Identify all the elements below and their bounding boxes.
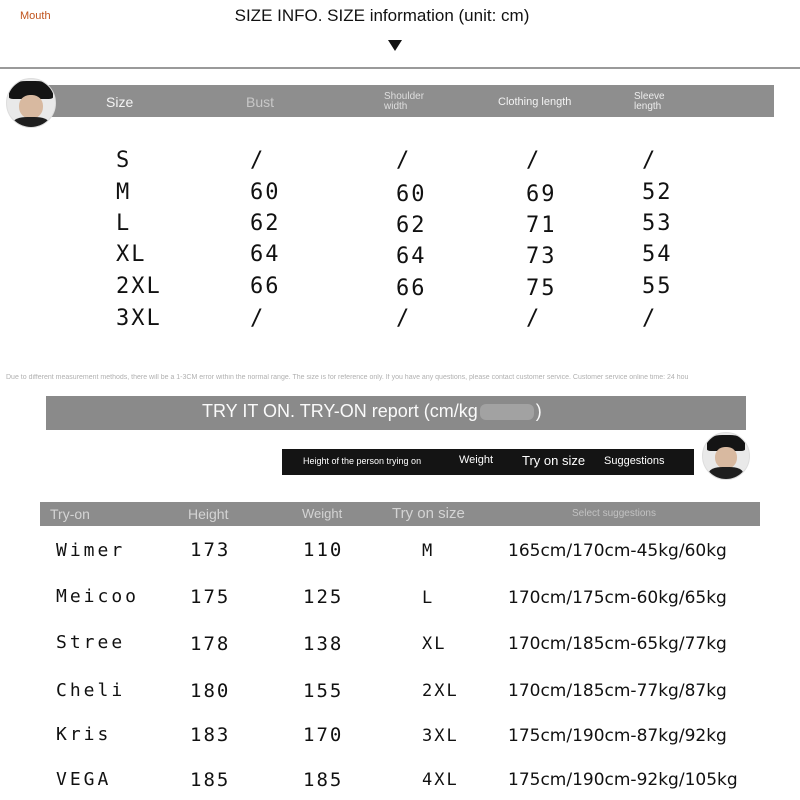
- tryon-table-header: [40, 502, 760, 526]
- tryon-height: 178: [190, 633, 231, 655]
- size-table-header: [46, 85, 774, 117]
- sleeve-cell: 54: [642, 242, 673, 267]
- tryon-title-main: TRY IT ON. TRY-ON report (cm/kg: [202, 401, 478, 421]
- divider: [0, 67, 800, 69]
- tryon-height: 183: [190, 724, 231, 746]
- size-cell: S: [116, 148, 132, 173]
- bust-cell: /: [250, 306, 266, 331]
- bust-cell: 62: [250, 211, 281, 236]
- model-avatar-top: [6, 78, 56, 128]
- length-cell: 69: [526, 182, 557, 207]
- col-weight: Weight: [302, 506, 343, 521]
- tryon-suggest: 170cm/185cm-65kg/77kg: [508, 634, 727, 654]
- sleeve-cell: 55: [642, 274, 673, 299]
- col-size: Size: [106, 94, 134, 110]
- tryon-suggest: 165cm/170cm-45kg/60kg: [508, 541, 727, 561]
- tryon-height: 175: [190, 586, 231, 608]
- model-avatar-bottom: [702, 432, 750, 480]
- blurred-text: [480, 404, 534, 420]
- tryon-name: Cheli: [56, 680, 126, 701]
- sleeve-cell: /: [642, 148, 658, 173]
- tryon-title-close: ): [535, 401, 542, 421]
- length-cell: 75: [526, 276, 557, 301]
- tryon-weight: 155: [303, 680, 344, 702]
- col-sleeve: Sleeve length: [634, 91, 665, 112]
- length-cell: 71: [526, 213, 557, 238]
- bust-cell: 66: [250, 274, 281, 299]
- shoulder-cell: 62: [396, 213, 427, 238]
- tryon-size: L: [422, 588, 435, 608]
- size-cell: 2XL: [116, 274, 162, 299]
- brand-label: Mouth: [20, 10, 51, 22]
- tryon-size: 3XL: [422, 726, 459, 746]
- measurement-note: Due to different measurement methods, there will be a 1-3CM error within the normal range. The size is for reference only. If you have any questions, please contact customer service. Customer service online time: 24 hou: [6, 374, 689, 381]
- shoulder-cell: 60: [396, 182, 427, 207]
- tryon-title: [202, 401, 542, 422]
- tryon-weight: 170: [303, 724, 344, 746]
- tryon-suggest: 170cm/185cm-77kg/87kg: [508, 681, 727, 701]
- tryon-weight: 110: [303, 539, 344, 561]
- tryon-weight: 125: [303, 586, 344, 608]
- legend-height: Height of the person trying on: [303, 456, 422, 466]
- col-height: Height: [188, 506, 229, 522]
- tryon-name: Stree: [56, 632, 126, 653]
- tryon-weight: 138: [303, 633, 344, 655]
- shoulder-cell: 64: [396, 244, 427, 269]
- size-cell: 3XL: [116, 306, 162, 331]
- sleeve-cell: /: [642, 306, 658, 331]
- sleeve-cell: 52: [642, 180, 673, 205]
- length-cell: /: [526, 148, 542, 173]
- tryon-name: VEGA: [56, 769, 112, 790]
- tryon-height: 180: [190, 680, 231, 702]
- col-length: Clothing length: [498, 96, 572, 108]
- tryon-name: Meicoo: [56, 586, 140, 607]
- tryon-size: 2XL: [422, 681, 459, 701]
- tryon-legend: [282, 449, 694, 475]
- bust-cell: /: [250, 148, 266, 173]
- legend-suggest: Suggestions: [604, 455, 665, 467]
- tryon-height: 173: [190, 539, 231, 561]
- length-cell: 73: [526, 244, 557, 269]
- size-cell: M: [116, 180, 132, 205]
- bust-cell: 60: [250, 180, 281, 205]
- tryon-name: Wimer: [56, 540, 126, 561]
- sleeve-cell: 53: [642, 211, 673, 236]
- tryon-banner: [46, 396, 746, 430]
- col-suggestions: Select suggestions: [572, 508, 656, 519]
- legend-size: Try on size: [522, 453, 586, 468]
- shoulder-cell: /: [396, 148, 412, 173]
- shoulder-cell: /: [396, 306, 412, 331]
- tryon-name: Kris: [56, 724, 112, 745]
- col-tryon-size: Try on size: [392, 505, 465, 522]
- tryon-weight: 185: [303, 769, 344, 791]
- tryon-size: M: [422, 541, 435, 561]
- tryon-suggest: 175cm/190cm-87kg/92kg: [508, 726, 727, 746]
- col-shoulder: Shoulder width: [384, 91, 425, 112]
- size-cell: XL: [116, 242, 147, 267]
- shoulder-cell: 66: [396, 276, 427, 301]
- down-arrow-icon: [388, 40, 402, 51]
- length-cell: /: [526, 306, 542, 331]
- legend-weight: Weight: [459, 454, 494, 466]
- page-title: SIZE INFO. SIZE information (unit: cm): [234, 6, 530, 25]
- bust-cell: 64: [250, 242, 281, 267]
- col-bust: Bust: [246, 94, 275, 110]
- tryon-suggest: 175cm/190cm-92kg/105kg: [508, 770, 738, 790]
- tryon-height: 185: [190, 769, 231, 791]
- col-tryon: Try-on: [50, 506, 90, 522]
- tryon-size: XL: [422, 634, 447, 654]
- tryon-size: 4XL: [422, 770, 459, 790]
- size-cell: L: [116, 211, 132, 236]
- tryon-suggest: 170cm/175cm-60kg/65kg: [508, 588, 727, 608]
